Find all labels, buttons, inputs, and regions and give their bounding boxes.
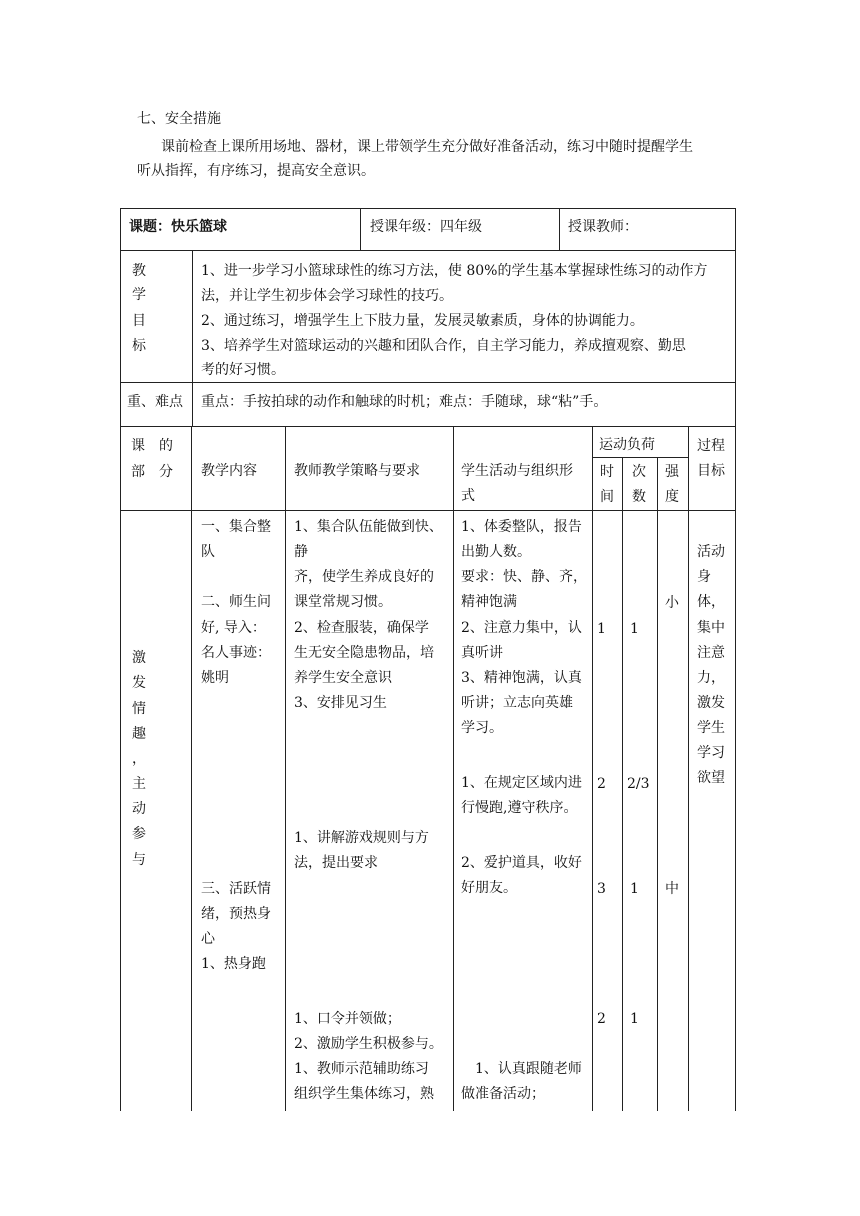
time-value: 1 (597, 621, 606, 637)
time-value: 2 (597, 1011, 606, 1027)
count-value: 2/3 (627, 776, 650, 792)
section-heading: 七、安全措施 (137, 111, 221, 127)
intensity-value: 小 (665, 595, 679, 611)
count-value: 1 (630, 1011, 639, 1027)
key-points-text: 重点：手按拍球的动作和触球的时机；难点：手随球，球“粘”手。 (201, 394, 608, 410)
safety-paragraph-line-2: 听从指挥，有序练习，提高安全意识。 (137, 163, 375, 179)
lesson-grade: 授课年级：四年级 (370, 219, 482, 235)
safety-paragraph-line-1: 课前检查上课所用场地、器材，课上带领学生充分做好准备活动，练习中随时提醒学生 (161, 139, 693, 155)
time-value: 2 (597, 776, 606, 792)
count-value: 1 (630, 621, 639, 637)
lesson-teacher: 授课教师： (568, 219, 638, 235)
column-header-load: 运动负荷 (599, 437, 655, 453)
intensity-value: 中 (665, 881, 679, 897)
column-header-strategy: 教师教学策略与要求 (294, 463, 420, 479)
count-value: 1 (630, 881, 639, 897)
key-points-label: 重、难点 (127, 394, 183, 410)
time-value: 3 (597, 881, 606, 897)
column-header-content: 教学内容 (201, 463, 257, 479)
lesson-topic: 课题：快乐篮球 (129, 219, 227, 235)
